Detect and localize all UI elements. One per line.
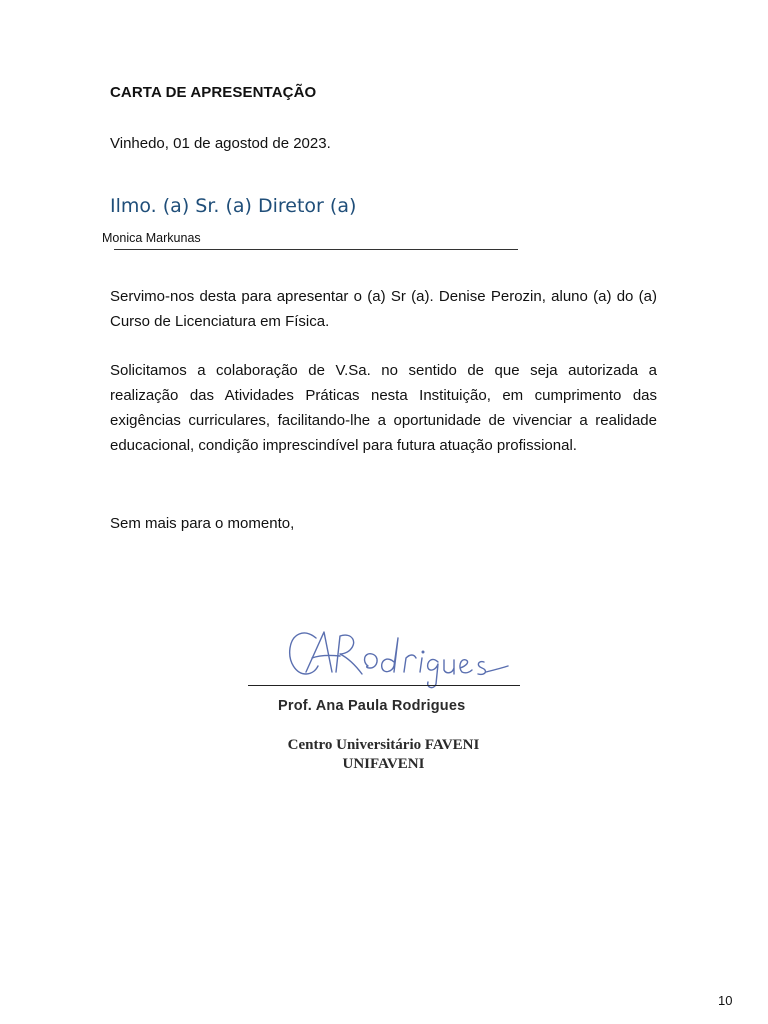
- handwritten-signature: [246, 622, 526, 692]
- letter-title: CARTA DE APRESENTAÇÃO: [110, 84, 317, 101]
- recipient-underline: [114, 249, 518, 250]
- body-paragraph-introduction: Servimo-nos desta para apresentar o (a) Sr (a). Denise Perozin, aluno (a) do (a) Curso de Licenciatura em Física.: [110, 288, 657, 330]
- signer-name: Prof. Ana Paula Rodrigues: [278, 698, 466, 714]
- closing-line: Sem mais para o momento,: [110, 515, 295, 532]
- signature-line: [248, 685, 520, 686]
- institution-name: Centro Universitário FAVENI: [287, 737, 480, 753]
- body-paragraph-request: Solicitamos a colaboração de V.Sa. no sentido de que seja autorizada a realização das Atividades Práticas nesta Instituição, em cumprimento das exigências curriculares, facilitando-lhe a oportunidade de vivenciar a realidade educacional, condição imprescindível para futura atuação profissional.: [110, 362, 657, 454]
- page-number: 10: [718, 993, 733, 1008]
- institution-acronym: UNIFAVENI: [342, 756, 425, 772]
- salutation-heading: Ilmo. (a) Sr. (a) Diretor (a): [110, 195, 357, 217]
- recipient-name: Monica Markunas: [102, 231, 201, 245]
- signature-block: [246, 622, 526, 782]
- institution-stamp: [276, 736, 491, 774]
- date-line: Vinhedo, 01 de agostod de 2023.: [110, 135, 331, 152]
